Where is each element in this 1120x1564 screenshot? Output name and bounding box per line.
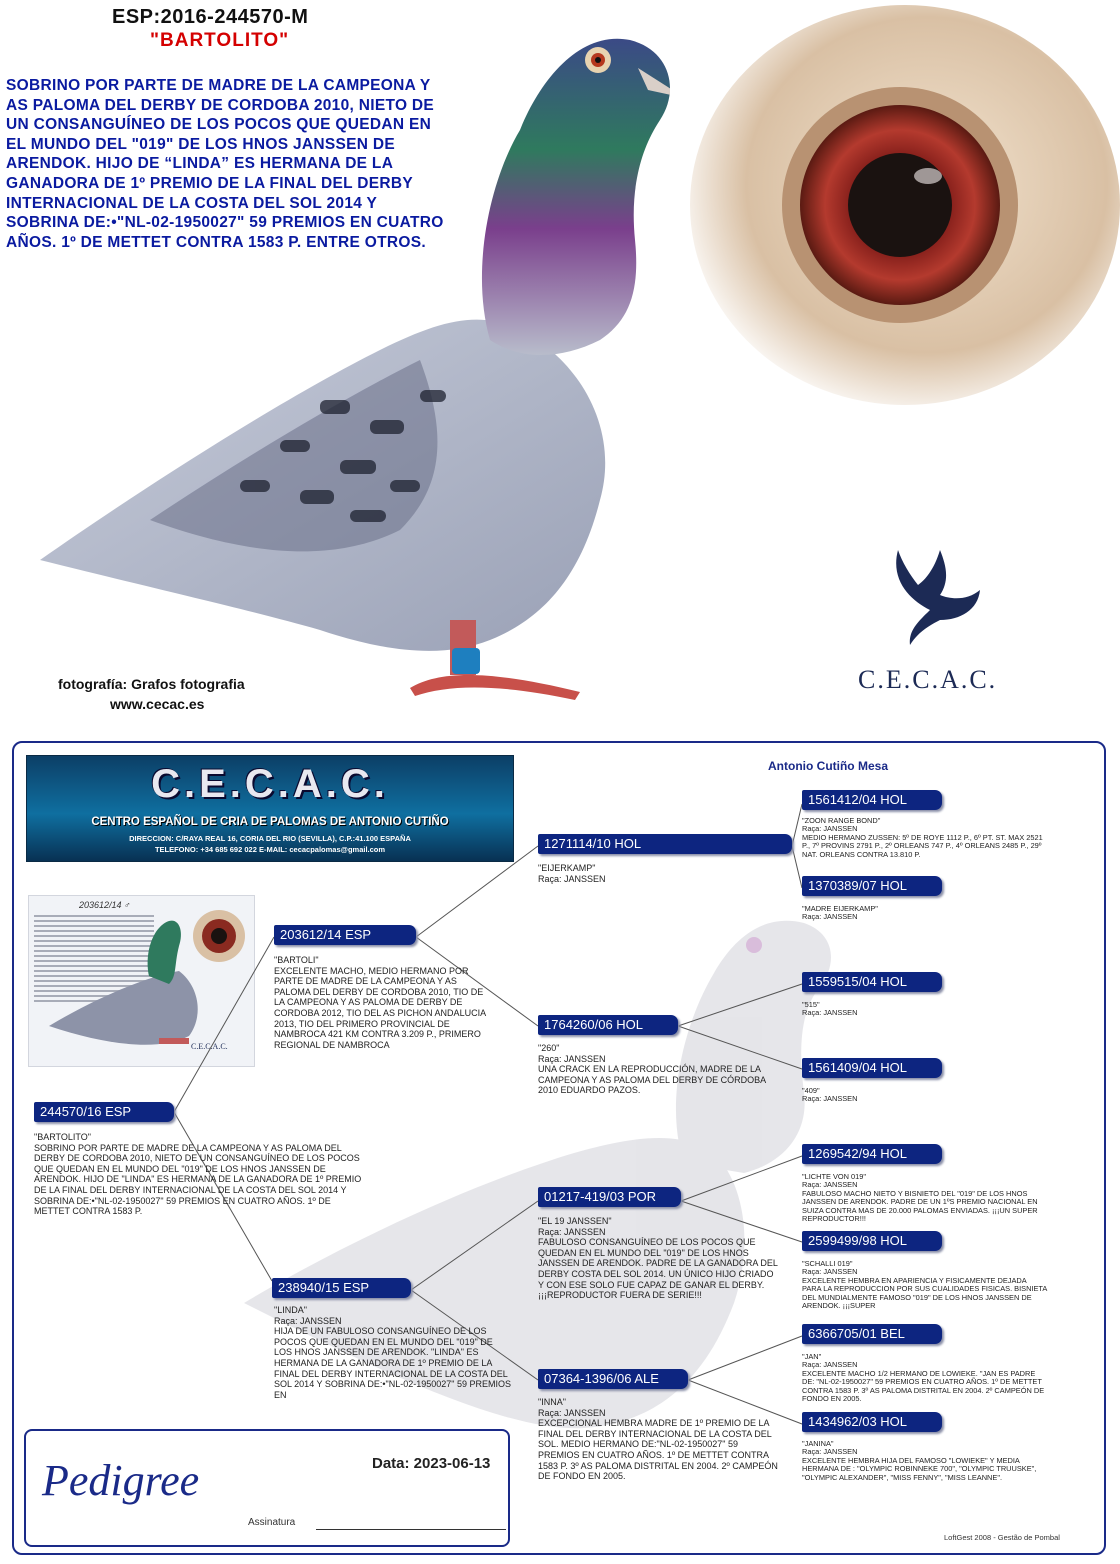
ggp-sss-race: Raça: JANSSEN [802,824,858,834]
ggp-dds-text: EXCELENTE MACHO 1/2 HERMANO DE LOWIEKE. "JAN ES PADRE DE: "NL-02-1950027" 59 PREMIOS EN CUATRO AÑOS. 1º DE METTET CONTRA 1583 P. 3º AS PALOMA DISTRITAL EN 2004. 2º CAMPEÓN DE FONDO EN 2005. [802,1368,1045,1404]
subject-ring-box[interactable]: 244570/16 ESP [34,1102,174,1122]
maternal-granddam-ring-box[interactable]: 07364-1396/06 ALE [538,1369,688,1389]
sire-ring-box[interactable]: 203612/14 ESP [274,925,416,945]
sire-text: EXCELENTE MACHO, MEDIO HERMANO POR PARTE DE MADRE DE LA CAMPEONA Y AS PALOMA DEL DERBY DE CORDOBA 2010, TIO DE LA CAMPEONA Y AS PALOMA DE DERBY DE CORDOBA 2012, TIO DEL AS PICHON ANDALUCIA 2013, TIO DEL PRIMERO PROVINCIAL DE NAMBROCA 421 KM CONTRA 3.209 P., PRIMERO REGIONAL DE NAMBROCA [274,965,486,1050]
ggp-sss-description [802,817,1047,859]
ggp-dds-name: "JAN" [802,1352,822,1361]
maternal-grandsire-race: Raça: JANSSEN [538,1226,606,1237]
maternal-granddam-race: Raça: JANSSEN [538,1407,606,1418]
website-link[interactable]: www.cecac.es [110,696,205,712]
banner-subtitle: CENTRO ESPAÑOL DE CRIA DE PALOMAS DE ANTONIO CUTIÑO [91,816,449,828]
ggp-dsd-description [802,1260,1047,1310]
ggp-sss-ring-box[interactable]: 1561412/04 HOL [802,790,942,810]
ggp-dss-race: Raça: JANSSEN [802,1180,858,1190]
paternal-granddam-description [538,1043,778,1096]
maternal-granddam-text: EXCEPCIONAL HEMBRA MADRE DE 1º PREMIO DE LA FINAL DEL DERBY INTERNACIONAL DE LA COSTA DEL SOL. MEDIO HERMANO DE:"NL-02-1950027" 59 PREMIOS EN CUATRO AÑOS. 1º DE METTET CONTRA 1583 P. 3º AS PALOMA DISTRITAL EN 2004. 2º CAMPEÓN DE FONDO EN 2005. [538,1418,778,1482]
ggp-ssd-ring-box[interactable]: 1370389/07 HOL [802,876,942,896]
banner-address: DIRECCION: C/RAYA REAL 16, CORIA DEL RIO (SEVILLA), C.P.:41.100 ESPAÑA [129,834,411,843]
ggp-ssd-name: "MADRE EIJERKAMP" [802,904,878,913]
maternal-grandsire-ring-box[interactable]: 01217-419/03 POR [538,1187,681,1207]
ring-id: ESP:2016-244570-M [112,6,309,28]
dam-race: Raça: JANSSEN [274,1315,342,1326]
subject-text: SOBRINO POR PARTE DE MADRE DE LA CAMPEONA Y AS PALOMA DEL DERBY DE CORDOBA 2010, NIETO DE UN CONSANGUÍNEO DE LOS POCOS QUE QUEDAN EN EL MUNDO DEL "019" DE LOS HNOS JANSSEN DE ARENDOK. HIJO DE "LINDA" ES HERMANA DE LA GANADORA DE 1º PREMIO DE LA FINAL DEL DERBY INTERNACIONAL DE LA COSTA DEL SOL 2014 Y SOBRINA DE:•"NL-02-1950027" 59 PREMIOS EN CUATRO AÑOS. 1º DE METTET CONTRA 1583 P. [34,1142,362,1217]
subject-name: "BARTOLITO" [34,1132,91,1142]
top-section [0,0,1120,730]
ggp-dss-text: FABULOSO MACHO NIETO Y BISNIETO DEL "019" DE LOS HNOS JANSSEN DE ARENDOK. PADRE DE UN 1ºS PREMIO NACIONAL EN SUIZA CONTRA MAS DE 20.000 PALOMAS ENVIADAS. ¡¡¡UN SUPER REPRODUCTOR!!! [802,1188,1038,1224]
ggp-dsd-race: Raça: JANSSEN [802,1267,858,1277]
breeder-name: Antonio Cutiño Mesa [768,759,888,773]
ggp-dds-race: Raça: JANSSEN [802,1360,858,1370]
paternal-grandsire-race: Raça: JANSSEN [538,873,606,884]
cecac-logo-icon [880,540,990,650]
thumb-title: 203612/14 ♂ [79,900,131,910]
ggp-sds-ring-box[interactable]: 1559515/04 HOL [802,972,942,992]
ggp-dsd-name: "SCHALLI 019" [802,1259,853,1268]
maternal-granddam-description [538,1397,778,1482]
ggp-dss-name: "LICHTE VON 019" [802,1172,866,1181]
ggp-ddd-text: EXCELENTE HEMBRA HIJA DEL FAMOSO "LOWIEKE" Y MEDIA HERMANA DE : "OLYMPIC ROBINNEKE 700", "OLYMPIC TRUUSKE", "OLYMPIC ALEXANDER", "MISS FENNY", "MISS LEANNE". [802,1455,1037,1482]
ggp-sss-text: MEDIO HERMANO ZUSSEN: 5º DE ROYE 1112 P., 6º PT. ST. MAX 2521 P., 7º PROVINS 2791 P., 2º ORLEANS 747 P., 4º ORLEANS 2485 P., 29º NAT. ORLEANS CONTRA 13.810 P. [802,832,1043,859]
paternal-grandsire-name: "EIJERKAMP" [538,863,596,873]
paternal-grandsire-description [538,863,778,884]
ggp-sds-description [802,1001,1047,1018]
ggp-dds-description [802,1353,1047,1403]
maternal-grandsire-name: "EL 19 JANSSEN" [538,1216,612,1226]
ggp-sdd-name: "409" [802,1086,820,1095]
ggp-sdd-ring-box[interactable]: 1561409/04 HOL [802,1058,942,1078]
ggp-dsd-text: EXCELENTE HEMBRA EN APARIENCIA Y FISICAMENTE DEJADA PARA LA REPRODUCCION POR SUS CUALIDADES FISICAS. BISNIETA DEL MUNDIALMENTE FAMOSO "019" DE LOS HNOS JANSSEN DE ARENDOK. ¡¡¡SUPER [802,1275,1047,1311]
ggp-sds-name: "515" [802,1000,820,1009]
sire-description [274,955,494,1050]
paternal-grandsire-ring-box[interactable]: 1271114/10 HOL [538,834,792,854]
banner-title: C.E.C.A.C. [151,762,389,806]
ggp-ssd-race: Raça: JANSSEN [802,912,858,922]
ggp-dss-description [802,1173,1047,1223]
ggp-sds-race: Raça: JANSSEN [802,1008,858,1018]
paternal-granddam-name: "260" [538,1043,560,1053]
photo-credit: fotografía: Grafos fotografia [58,676,245,692]
ggp-ddd-name: "JANINA" [802,1439,834,1448]
bird-name: "BARTOLITO" [150,30,290,51]
dam-name: "LINDA" [274,1305,307,1315]
sire-name: "BARTOLI" [274,955,319,965]
ggp-ddd-race: Raça: JANSSEN [802,1447,858,1457]
software-footer: LoftGest 2008 - Gestão de Pombal [944,1533,1060,1542]
dam-description [274,1305,512,1400]
thumb-logo: C.E.C.A.C. [191,1042,228,1051]
ggp-dss-ring-box[interactable]: 1269542/94 HOL [802,1144,942,1164]
signature-line[interactable] [316,1529,506,1530]
banner-phone: TELEFONO: +34 685 692 022 E-MAIL: cecacpalomas@gmail.com [154,845,386,854]
dam-ring-box[interactable]: 238940/15 ESP [272,1278,411,1298]
paternal-granddam-text: UNA CRACK EN LA REPRODUCCIÓN, MADRE DE LA CAMPEONA Y AS PALOMA DEL DERBY DE CÓRDOBA 2010 EDUARDO PAZOS. [538,1064,766,1096]
pedigree-card [24,1429,510,1547]
pedigree-title: Pedigree [42,1456,200,1505]
ggp-sss-name: "ZOON RANGE BOND" [802,816,881,825]
pedigree-date: Data: 2023-06-13 [372,1455,491,1472]
bird-description: SOBRINO POR PARTE DE MADRE DE LA CAMPEONA Y AS PALOMA DEL DERBY DE CORDOBA 2010, NIETO DE UN CONSANGUÍNEO DE LOS POCOS QUE QUEDAN EN EL MUNDO DEL "019" DE LOS HNOS JANSSEN DE ARENDOK. HIJO DE “LINDA” ES HERMANA DE LA GANADORA DE 1º PREMIO DE LA FINAL DEL DERBY INTERNACIONAL DE LA COSTA DEL SOL 2014 Y SOBRINA DE:•"NL-02-1950027" 59 PREMIOS EN CUATRO AÑOS. 1º DE METTET CONTRA 1583 P. ENTRE OTROS. [6,77,444,251]
ggp-sdd-race: Raça: JANSSEN [802,1094,858,1104]
ggp-dsd-ring-box[interactable]: 2599499/98 HOL [802,1231,942,1251]
ggp-sdd-description [802,1087,1047,1104]
dam-text: HIJA DE UN FABULOSO CONSANGUÍNEO DE LOS POCOS QUE QUEDAN EN EL MUNDO DEL "019" DE LOS HNOS JANSSEN DE ARENDOK. "LINDA" ES HERMANA DE LA GANADORA DE 1º PREMIO DE LA FINAL DEL DERBY INTERNACIONAL DE LA COSTA DEL SOL 2014 Y SOBRINA DE:•"NL-02-1950027" 59 PREMIOS EN [274,1326,511,1400]
pigeon-photo [20,20,670,710]
cecac-logo-text: C.E.C.A.C. [858,665,998,694]
subject-description [34,1132,369,1217]
maternal-grandsire-description [538,1216,778,1301]
ggp-ddd-ring-box[interactable]: 1434962/03 HOL [802,1412,942,1432]
ggp-ddd-description [802,1440,1047,1482]
maternal-grandsire-text: FABULOSO CONSANGUÍNEO DE LOS POCOS QUE QUEDAN EN EL MUNDO DEL "019" DE LOS HNOS JANSSEN DE ARENDOK. PADRE DE LA GANADORA DEL DERBY COSTA DEL SOL 2014. UN ÚNICO HIJO CRIADO Y CON ESE SOLO FUE CAPAZ DE GANAR EL DERBY. ¡¡¡REPRODUCTOR FUERA DE SERIE!!! [538,1237,778,1301]
ggp-ssd-description [802,905,1047,922]
paternal-granddam-race: Raça: JANSSEN [538,1053,606,1064]
paternal-granddam-ring-box[interactable]: 1764260/06 HOL [538,1015,678,1035]
eye-photo [660,0,1120,410]
maternal-granddam-name: "INNA" [538,1397,566,1407]
ggp-dds-ring-box[interactable]: 6366705/01 BEL [802,1324,942,1344]
signature-label: Assinatura [248,1517,296,1528]
pedigree-chart [12,741,1106,1555]
